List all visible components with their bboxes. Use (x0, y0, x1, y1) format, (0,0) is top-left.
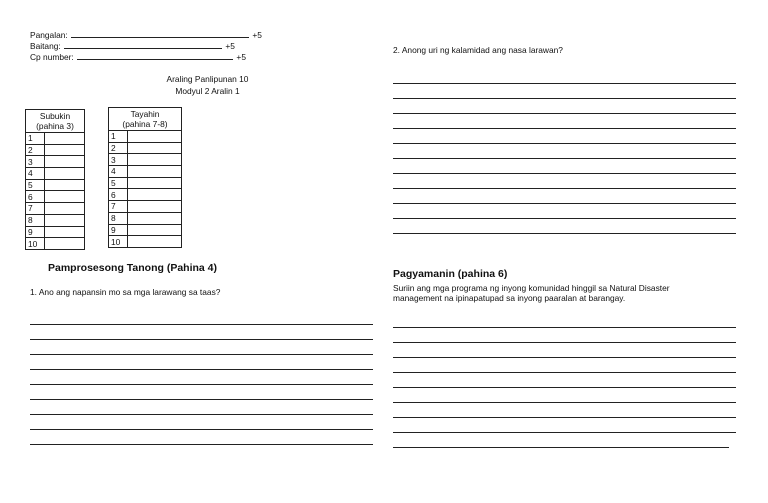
table-row (26, 133, 85, 145)
subukin-title: Subukin (39, 111, 71, 121)
row-number: 4 (109, 166, 128, 178)
row-number: 9 (26, 226, 45, 238)
subukin-header (26, 110, 85, 133)
row-number: 7 (109, 201, 128, 213)
answer-cell[interactable] (45, 191, 85, 203)
row-number: 5 (109, 177, 128, 189)
answer-cell[interactable] (45, 133, 85, 145)
name-blank[interactable] (71, 30, 249, 38)
answer-cell[interactable] (45, 203, 85, 215)
table-row (109, 154, 182, 166)
table-row (26, 214, 85, 226)
answer-cell[interactable] (45, 179, 85, 191)
answer-cell[interactable] (45, 238, 85, 250)
table-row (109, 142, 182, 154)
answer-line[interactable] (393, 113, 736, 114)
answer-line[interactable] (393, 327, 736, 328)
answer-line[interactable] (30, 399, 373, 400)
tayahin-pages: (pahina 7-8) (122, 119, 168, 129)
name-points: +5 (252, 30, 262, 40)
table-row (109, 212, 182, 224)
row-number: 1 (26, 133, 45, 145)
row-number: 6 (109, 189, 128, 201)
cp-blank[interactable] (77, 52, 233, 60)
tayahin-table (108, 107, 182, 248)
answer-cell[interactable] (128, 224, 182, 236)
answer-line[interactable] (393, 188, 736, 189)
answer-cell[interactable] (45, 214, 85, 226)
grade-points: +5 (225, 41, 235, 51)
row-number: 4 (26, 168, 45, 180)
answer-line[interactable] (393, 83, 736, 84)
answer-cell[interactable] (128, 154, 182, 166)
answer-line[interactable] (393, 447, 729, 448)
tayahin-title: Tayahin (130, 109, 160, 119)
row-number: 2 (109, 142, 128, 154)
table-row (109, 166, 182, 178)
answer-cell[interactable] (128, 142, 182, 154)
cp-field-row (30, 52, 246, 62)
pagyamanin-heading: Pagyamanin (pahina 6) (393, 268, 508, 280)
answer-cell[interactable] (128, 131, 182, 143)
table-row (109, 224, 182, 236)
name-field-row (30, 30, 262, 40)
row-number: 6 (26, 191, 45, 203)
answer-line[interactable] (30, 384, 373, 385)
table-row (109, 177, 182, 189)
answer-cell[interactable] (45, 156, 85, 168)
answer-cell[interactable] (45, 144, 85, 156)
answer-cell[interactable] (45, 226, 85, 238)
table-row (26, 156, 85, 168)
table-row (109, 236, 182, 248)
answer-line[interactable] (393, 128, 736, 129)
row-number: 1 (109, 131, 128, 143)
subukin-table (25, 109, 85, 250)
answer-line[interactable] (393, 372, 736, 373)
tayahin-header (109, 108, 182, 131)
pagyamanin-instruction (393, 283, 743, 303)
table-row (26, 191, 85, 203)
instruction-line: management na ipinapatupad sa inyong paaralan at barangay. (393, 293, 626, 303)
answer-line[interactable] (393, 342, 736, 343)
name-label: Pangalan: (30, 30, 68, 40)
answer-line[interactable] (393, 387, 736, 388)
answer-line[interactable] (30, 324, 373, 325)
cp-label: Cp number: (30, 52, 74, 62)
answer-line[interactable] (393, 143, 736, 144)
answer-line[interactable] (30, 339, 373, 340)
answer-line[interactable] (393, 98, 736, 99)
table-row (26, 226, 85, 238)
answer-line[interactable] (393, 173, 736, 174)
table-row (26, 238, 85, 250)
row-number: 10 (26, 238, 45, 250)
cp-points: +5 (236, 52, 246, 62)
instruction-line: Suriin ang mga programa ng inyong komunidad hinggil sa Natural Disaster (393, 283, 670, 293)
answer-line[interactable] (393, 203, 736, 204)
row-number: 8 (26, 214, 45, 226)
table-row (109, 189, 182, 201)
grade-field-row (30, 41, 235, 51)
answer-line[interactable] (30, 429, 373, 430)
answer-line[interactable] (393, 417, 736, 418)
row-number: 5 (26, 179, 45, 191)
answer-cell[interactable] (45, 168, 85, 180)
answer-cell[interactable] (128, 236, 182, 248)
pamprosesong-heading: Pamprosesong Tanong (Pahina 4) (48, 262, 217, 274)
answer-line[interactable] (393, 233, 736, 234)
answer-cell[interactable] (128, 201, 182, 213)
table-row (26, 179, 85, 191)
grade-label: Baitang: (30, 41, 61, 51)
answer-cell[interactable] (128, 212, 182, 224)
row-number: 8 (109, 212, 128, 224)
answer-line[interactable] (30, 414, 373, 415)
answer-line[interactable] (30, 444, 373, 445)
table-row (26, 168, 85, 180)
table-row (26, 203, 85, 215)
question-2: 2. Anong uri ng kalamidad ang nasa larawan? (393, 45, 563, 55)
answer-line[interactable] (393, 432, 736, 433)
answer-line[interactable] (30, 354, 373, 355)
row-number: 2 (26, 144, 45, 156)
answer-cell[interactable] (128, 177, 182, 189)
answer-line[interactable] (30, 369, 373, 370)
answer-line[interactable] (393, 218, 736, 219)
table-row (26, 144, 85, 156)
question-1: 1. Ano ang napansin mo sa mga larawang sa taas? (30, 287, 221, 297)
subukin-pages: (pahina 3) (36, 121, 74, 131)
module-line: Modyul 2 Aralin 1 (175, 86, 240, 96)
grade-blank[interactable] (64, 41, 222, 49)
row-number: 7 (26, 203, 45, 215)
row-number: 3 (26, 156, 45, 168)
answer-line[interactable] (393, 402, 736, 403)
answer-cell[interactable] (128, 166, 182, 178)
answer-line[interactable] (393, 357, 736, 358)
row-number: 3 (109, 154, 128, 166)
module-subject: Araling Panlipunan 10 (166, 74, 249, 84)
table-row (109, 201, 182, 213)
answer-line[interactable] (393, 158, 736, 159)
row-number: 10 (109, 236, 128, 248)
table-row (109, 131, 182, 143)
row-number: 9 (109, 224, 128, 236)
answer-cell[interactable] (128, 189, 182, 201)
